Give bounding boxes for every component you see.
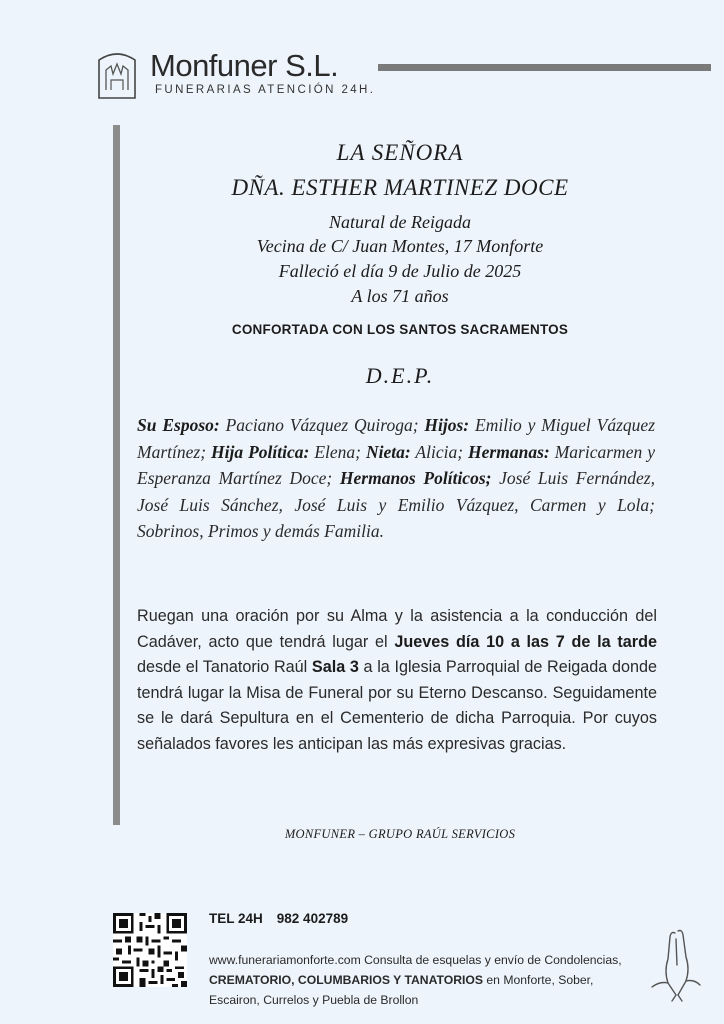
family-text: Maricarmen y Esperanza Martínez Doce; [137,441,655,488]
family-label: Nieta: [366,441,411,462]
age-line: A los 71 años [351,286,449,306]
fallecio-line: Falleció el día 9 de Julio de 2025 [278,261,522,281]
family-label: Hermanas: [468,441,550,462]
vecina-line: Vecina de C/ Juan Montes, 17 Monforte [256,236,544,256]
ceremony-room: Sala 3 [311,658,359,677]
signature: MONFUNER – GRUPO RAÚL SERVICIOS [284,827,516,841]
family-label: Hijos: [424,415,470,435]
praying-hands-icon [648,925,706,1003]
ceremony-text: a la Iglesia Parroquial de Reigada donde tendrá lugar la Misa de Funeral por su Eterno Descanso. Seguidamente se le dará Sepultura en el Cementerio de dicha Parroquia. Por cuyos señalados favores les anticipan las más expresivas gracias. [137,658,657,753]
ceremony-date: Jueves día 10 a las 7 de la tarde [394,632,657,651]
family-text: Emilio y Miguel Vázquez Martínez; [137,415,656,462]
deceased-name: DÑA. ESTHER MARTINEZ DOCE [231,175,569,200]
tel-line [209,911,362,926]
brand-subtitle: FUNERARIAS ATENCIÓN 24H. [155,84,376,96]
footer-text-1: Consulta de esquelas y envío de Condolencias, [360,953,622,967]
family-paragraph [137,412,655,545]
family-label: Su Esposo: [137,415,220,435]
qr-code-icon[interactable] [113,913,187,987]
ceremony-paragraph [137,604,657,758]
family-text: José Luis Fernández, José Luis Sánchez, José Luis y Emilio Vázquez, Carmen y Lola; Sobrinos, Primos y demás Familia. [137,468,655,541]
footer-text-2: en Monforte, Sober, Escairon, Currelos y Puebla de Brollon [209,973,594,1007]
family-label: Hija Política: [211,441,310,462]
header-rule [378,64,711,71]
family-label: Hermanos Políticos; [339,468,492,488]
natural-line: Natural de Reigada [329,212,471,232]
brand-name: Monfuner S.L. [150,48,339,83]
ceremony-text: Ruegan una oración por su Alma y la asistencia a la conducción del Cadáver, acto que tendrá lugar el [137,607,657,651]
side-rule [113,125,120,825]
tel-label: TEL 24H [209,911,263,926]
notice-title: LA SEÑORA [336,140,464,165]
monfuner-logo-icon [93,44,141,102]
confortada-line: CONFORTADA CON LOS SANTOS SACRAMENTOS [231,322,569,337]
tel-number[interactable]: 982 402789 [276,911,349,926]
footer-text [209,950,639,1010]
family-text: Alicia; [410,441,469,462]
family-text: Paciano Vázquez Quiroga; [219,415,425,435]
family-text: Elena; [309,441,367,462]
services-text: CREMATORIO, COLUMBARIOS Y TANATORIOS [209,973,484,987]
dep-line: D.E.P. [365,363,435,388]
website-link[interactable]: www.funerariamonforte.com [209,953,361,967]
ceremony-text: desde el Tanatorio Raúl [137,658,312,677]
